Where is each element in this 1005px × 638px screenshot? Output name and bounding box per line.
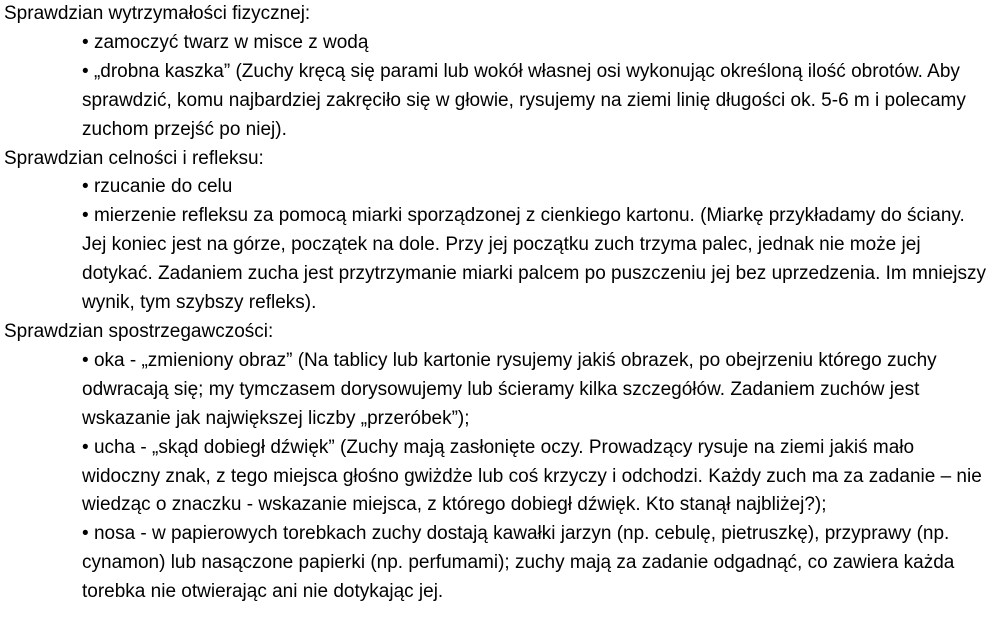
section-heading: Sprawdzian celności i refleksu: bbox=[4, 147, 264, 169]
list-item bbox=[82, 520, 994, 607]
list-item bbox=[82, 434, 994, 521]
bullet-icon: • bbox=[82, 176, 89, 198]
section-accuracy-reflex bbox=[4, 145, 1005, 318]
list-item bbox=[82, 347, 994, 434]
section-heading: Sprawdzian spostrzegawczości: bbox=[4, 320, 274, 342]
bullet-icon: • bbox=[82, 31, 89, 53]
bullet-icon: • bbox=[82, 60, 89, 82]
list-item bbox=[82, 173, 994, 202]
bullet-icon: • bbox=[82, 523, 89, 545]
list-item-text: nosa - w papierowych torebkach zuchy dostają kawałki jarzyn (np. cebulę, pietruszkę), przyprawy (np. cynamon) lub nasączone papierki (np. perfumami); zuchy mają za zadanie odgadnąć, co zawiera każda torebka nie otwierając ani nie dotykając jej. bbox=[82, 523, 955, 603]
bullet-icon: • bbox=[82, 349, 89, 371]
list-item bbox=[82, 202, 994, 318]
list-item-text: ucha - „skąd dobiegł dźwięk” (Zuchy mają zasłonięte oczy. Prowadzący rysuje na ziemi jakiś mało widoczny znak, z tego miejsca głośno gwiżdże lub coś krzyczy i odchodzi. Każdy zuch ma za zadanie – nie wiedząc o znaczku - wskazanie miejsca, z którego dobiegł dźwięk. Kto stanął najbliżej?); bbox=[82, 436, 982, 516]
list-item-text: oka - „zmieniony obraz” (Na tablicy lub kartonie rysujemy jakiś obrazek, po obejrzeniu którego zuchy odwracają się; my tymczasem dorysowujemy lub ścieramy kilka szczegółów. Zadaniem zuchów jest wskazanie jak największej liczby „przeróbek”); bbox=[82, 349, 937, 429]
section-heading: Sprawdzian wytrzymałości fizycznej: bbox=[4, 3, 311, 24]
list-item-text: rzucanie do celu bbox=[93, 176, 233, 198]
list-item bbox=[82, 58, 994, 145]
section-perception bbox=[4, 318, 1005, 607]
bullet-icon: • bbox=[82, 205, 89, 227]
list-item-text: mierzenie refleksu za pomocą miarki sporządzonej z cienkiego kartonu. (Miarkę przykładamy do ściany. Jej koniec jest na górze, początek na dole. Przy jej początku zuch trzyma palec, jednak nie może jej dotykać. Zadaniem zucha jest przytrzymanie miarki palcem po puszczeniu jej bez uprzedzenia. Im mniejszy wynik, tym szybszy refleks). bbox=[82, 205, 986, 314]
section-endurance bbox=[4, 0, 1005, 145]
bullet-icon: • bbox=[82, 436, 89, 458]
list-item-text: „drobna kaszka” (Zuchy kręcą się parami lub wokół własnej osi wykonując określoną ilość obrotów. Aby sprawdzić, komu najbardziej zakręciło się w głowie, rysujemy na ziemi linię długości ok. 5-6 m i polecamy zuchom przejść po niej). bbox=[82, 60, 966, 140]
list-item-text: zamoczyć twarz w misce z wodą bbox=[93, 31, 369, 53]
list-item bbox=[82, 29, 994, 58]
